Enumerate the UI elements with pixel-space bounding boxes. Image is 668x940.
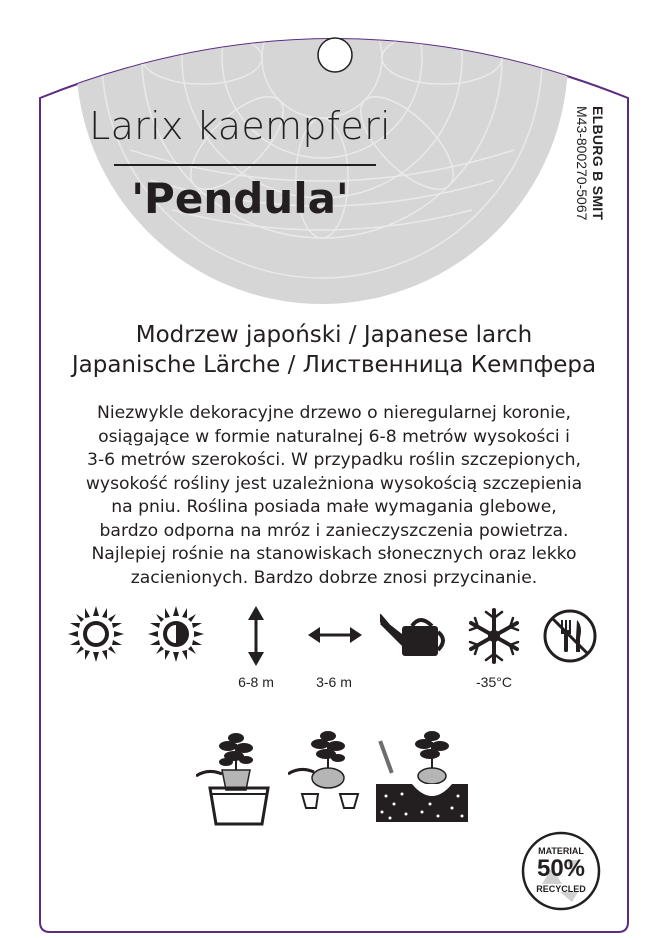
width-arrow-icon (308, 624, 362, 646)
hang-hole (318, 38, 352, 72)
description-line: Najlepiej rośnie na stanowiskach słonecznych oraz lekko (91, 544, 577, 564)
description-line: wysokość rośliny jest uzależniona wysokością szczepienia (85, 473, 583, 494)
recycled-percent-text: 50% (536, 855, 586, 882)
description-line: na pniu. Roślina posiada małe wymagania glebowe, (111, 497, 557, 517)
title-divider (114, 164, 376, 166)
not-edible-icon (542, 608, 598, 664)
planting-step-ground-icon (372, 724, 472, 828)
description-line: 3-6 metrów szerokości. W przypadku roślin szczepionych, (87, 450, 581, 470)
width-label: 3-6 m (316, 674, 352, 690)
description-line: Niezwykle dekoracyjne drzewo o nieregularnej koronie, (97, 403, 571, 423)
height-arrow-icon (244, 606, 268, 666)
cultivar-name: 'Pendula' (131, 174, 349, 223)
description-line: osiągające w formie naturalnej 6-8 metrów wysokości i (98, 426, 570, 447)
full-sun-icon (68, 606, 124, 662)
common-name-line: Japanische Lärche / Лиственница Кемпфера (71, 352, 597, 378)
recycled-material-text: MATERIAL (538, 846, 584, 856)
article-code: M43-800270-5067 (574, 106, 590, 221)
half-shade-icon (148, 606, 204, 662)
side-text (572, 106, 608, 238)
planting-step-container-icon (196, 724, 276, 828)
common-names (40, 320, 628, 380)
snowflake-icon (466, 608, 522, 664)
description (60, 402, 608, 590)
height-label: 6-8 m (238, 674, 274, 690)
frost-label: -35°C (476, 674, 512, 690)
watering-can-icon (380, 612, 448, 658)
description-line: bardzo odporna na mróz i zanieczyszczenia powietrza. (99, 520, 569, 541)
recycled-label-text: RECYCLED (536, 884, 586, 894)
latin-name: Larix kaempferi (89, 104, 391, 148)
brand-name: ELBURG B SMIT (590, 106, 606, 221)
planting-step-roots-icon (288, 724, 368, 828)
description-line: zacienionych. Bardzo dobrze znosi przycinanie. (130, 567, 538, 588)
common-name-line: Modrzew japoński / Japanese larch (135, 322, 533, 348)
